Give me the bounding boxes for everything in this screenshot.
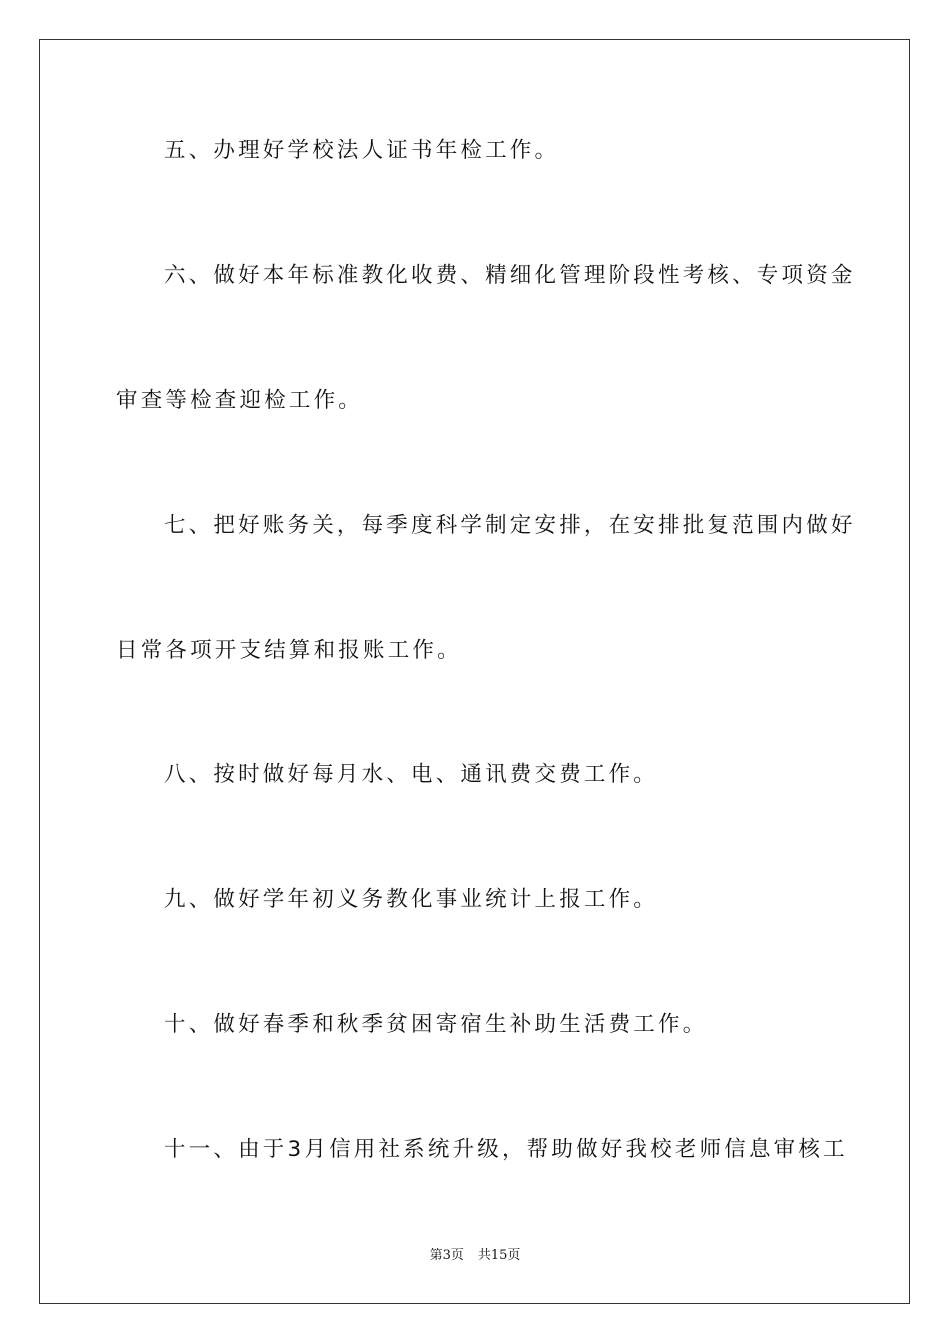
paragraph-item-6-line-2: 审查等检查迎检工作。: [116, 388, 364, 413]
page-number-current: 第3页: [429, 1248, 464, 1263]
paragraph-item-11-line-1: 十一、由于3月信用社系统升级，帮助做好我校老师信息审核工: [164, 1137, 848, 1162]
paragraph-item-7-line-1: 七、把好账务关，每季度科学制定安排，在安排批复范围内做好: [164, 513, 856, 538]
page-border: [39, 39, 910, 1304]
paragraph-item-7-line-2: 日常各项开支结算和报账工作。: [116, 638, 462, 663]
paragraph-item-10: 十、做好春季和秋季贫困寄宿生补助生活费工作。: [164, 1012, 708, 1037]
paragraph-item-8: 八、按时做好每月水、电、通讯费交费工作。: [164, 762, 659, 787]
paragraph-item-9: 九、做好学年初义务教化事业统计上报工作。: [164, 887, 659, 912]
paragraph-item-6-line-1: 六、做好本年标准教化收费、精细化管理阶段性考核、专项资金: [164, 263, 856, 288]
page-footer: [0, 1247, 950, 1265]
page-number-total: 共15页: [477, 1248, 521, 1263]
paragraph-item-5: 五、办理好学校法人证书年检工作。: [164, 138, 560, 163]
